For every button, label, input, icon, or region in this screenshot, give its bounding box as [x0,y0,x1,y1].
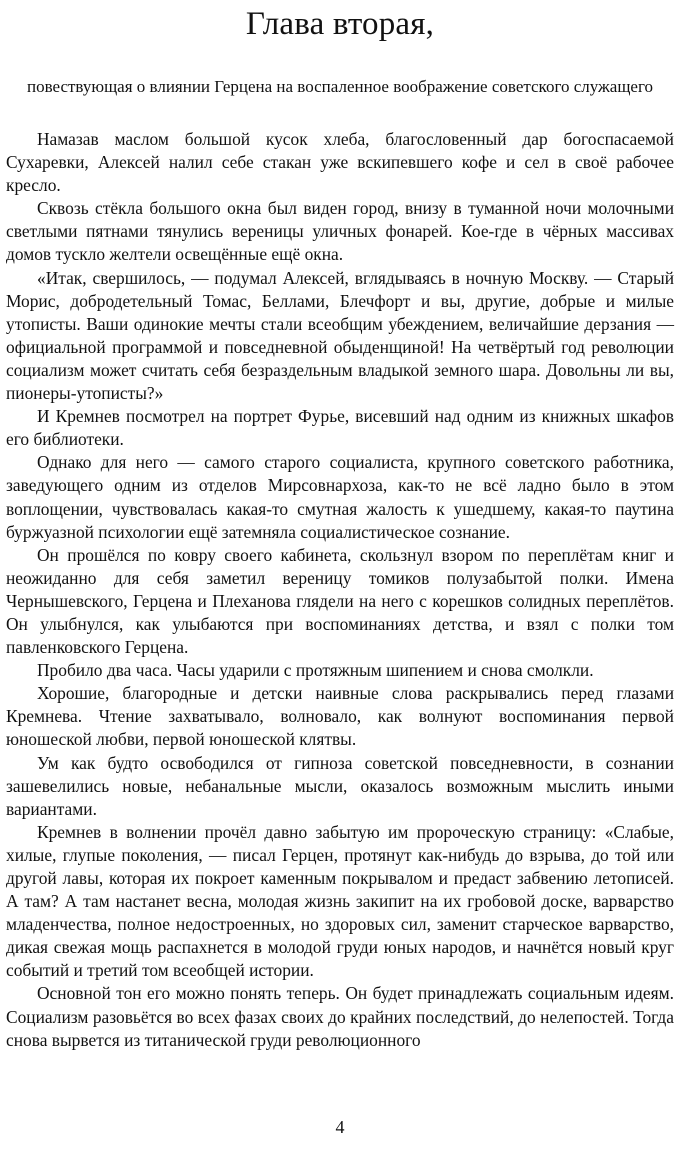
paragraph: И Кремнев посмотрел на портрет Фурье, висевший над одним из книжных шкафов его библиотеки. [6,406,674,450]
paragraph: Кремнев в волнении прочёл давно забытую им пророческую страницу: «Слабые, хилые, глупые поколения, — писал Герцен, протянут как-нибудь до взрыва, до той или другой лавы, которая их покроет каменным покрывалом и предаст забвению летописей. А там? А там настанет весна, молодая жизнь закипит на их гробовой доске, варварство младенчества, полное недостроенных, но здоровых сил, заменит старческое варварство, дикая свежая мощь распахнется в молодой груди юных народов, и начнётся новый круг событий и третий том всеобщей истории. [6,821,674,981]
paragraph: «Итак, свершилось, — подумал Алексей, вглядываясь в ночную Москву. — Старый Морис, добродетельный Томас, Беллами, Блечфорт и вы, другие, добрые и милые утописты. Ваши одинокие мечты стали всеобщим убеждением, величайшие дерзания — официальной программой и повседневной обыденщиной! На четвёртый год революции социализм может считать себя безраздельным владыкой земного шара. Довольны ли вы, пионеры-утописты?» [6,267,674,404]
paragraph: Сквозь стёкла большого окна был виден город, внизу в туманной ночи молочными светлыми пятнами тянулись вереницы уличных фонарей. Кое-где в чёрных массивах домов тускло желтели освещённые ещё окна. [6,198,674,265]
book-page [6,0,674,1152]
paragraph: Однако для него — самого старого социалиста, крупного советского работника, заведующего одним из отделов Мирсовнархоза, как-то не всё ладно было в этом воплощении, чувствовалась какая-то смутная жалость к ушедшему, какая-то паутина буржуазной психологии ещё затемняла социалистическое сознание. [6,452,674,542]
paragraph: Он прошёлся по ковру своего кабинета, скользнул взором по переплётам книг и неожиданно для себя заметил вереницу томиков полузабытой полки. Имена Чернышевского, Герцена и Плеханова глядели на него с корешков солидных переплётов. Он улыбнулся, как улыбаются при воспоминаниях детства, и взял с полки том павленковского Герцена. [6,544,674,658]
paragraph: Ум как будто освободился от гипноза советской повседневности, в сознании зашевелились новые, небанальные мысли, оказалось возможным мыслить иными вариантами. [6,752,674,819]
paragraph: Хорошие, благородные и детски наивные слова раскрывались перед глазами Кремнева. Чтение захватывало, волновало, как волнуют воспоминания первой юношеской любви, первой юношеской клятвы. [6,683,674,750]
paragraph: Основной тон его можно понять теперь. Он будет принадлежать социальным идеям. Социализм разовьётся во всех фазах своих до крайних последствий, до нелепостей. Тогда снова вырвется из титанической груди революционного [6,983,674,1050]
chapter-body [6,128,674,1052]
chapter-title: Глава вторая, [245,6,435,42]
paragraph: Намазав маслом большой кусок хлеба, благословенный дар богоспасаемой Сухаревки, Алексей налил себе стакан уже вскипевшего кофе и сел в своё рабочее кресло. [6,129,674,196]
paragraph: Пробило два часа. Часы ударили с протяжным шипением и снова смолкли. [37,660,594,681]
chapter-subtitle: повествующая о влиянии Герцена на воспаленное воображение советского служащего [26,77,654,96]
page-number: 4 [335,1117,345,1137]
